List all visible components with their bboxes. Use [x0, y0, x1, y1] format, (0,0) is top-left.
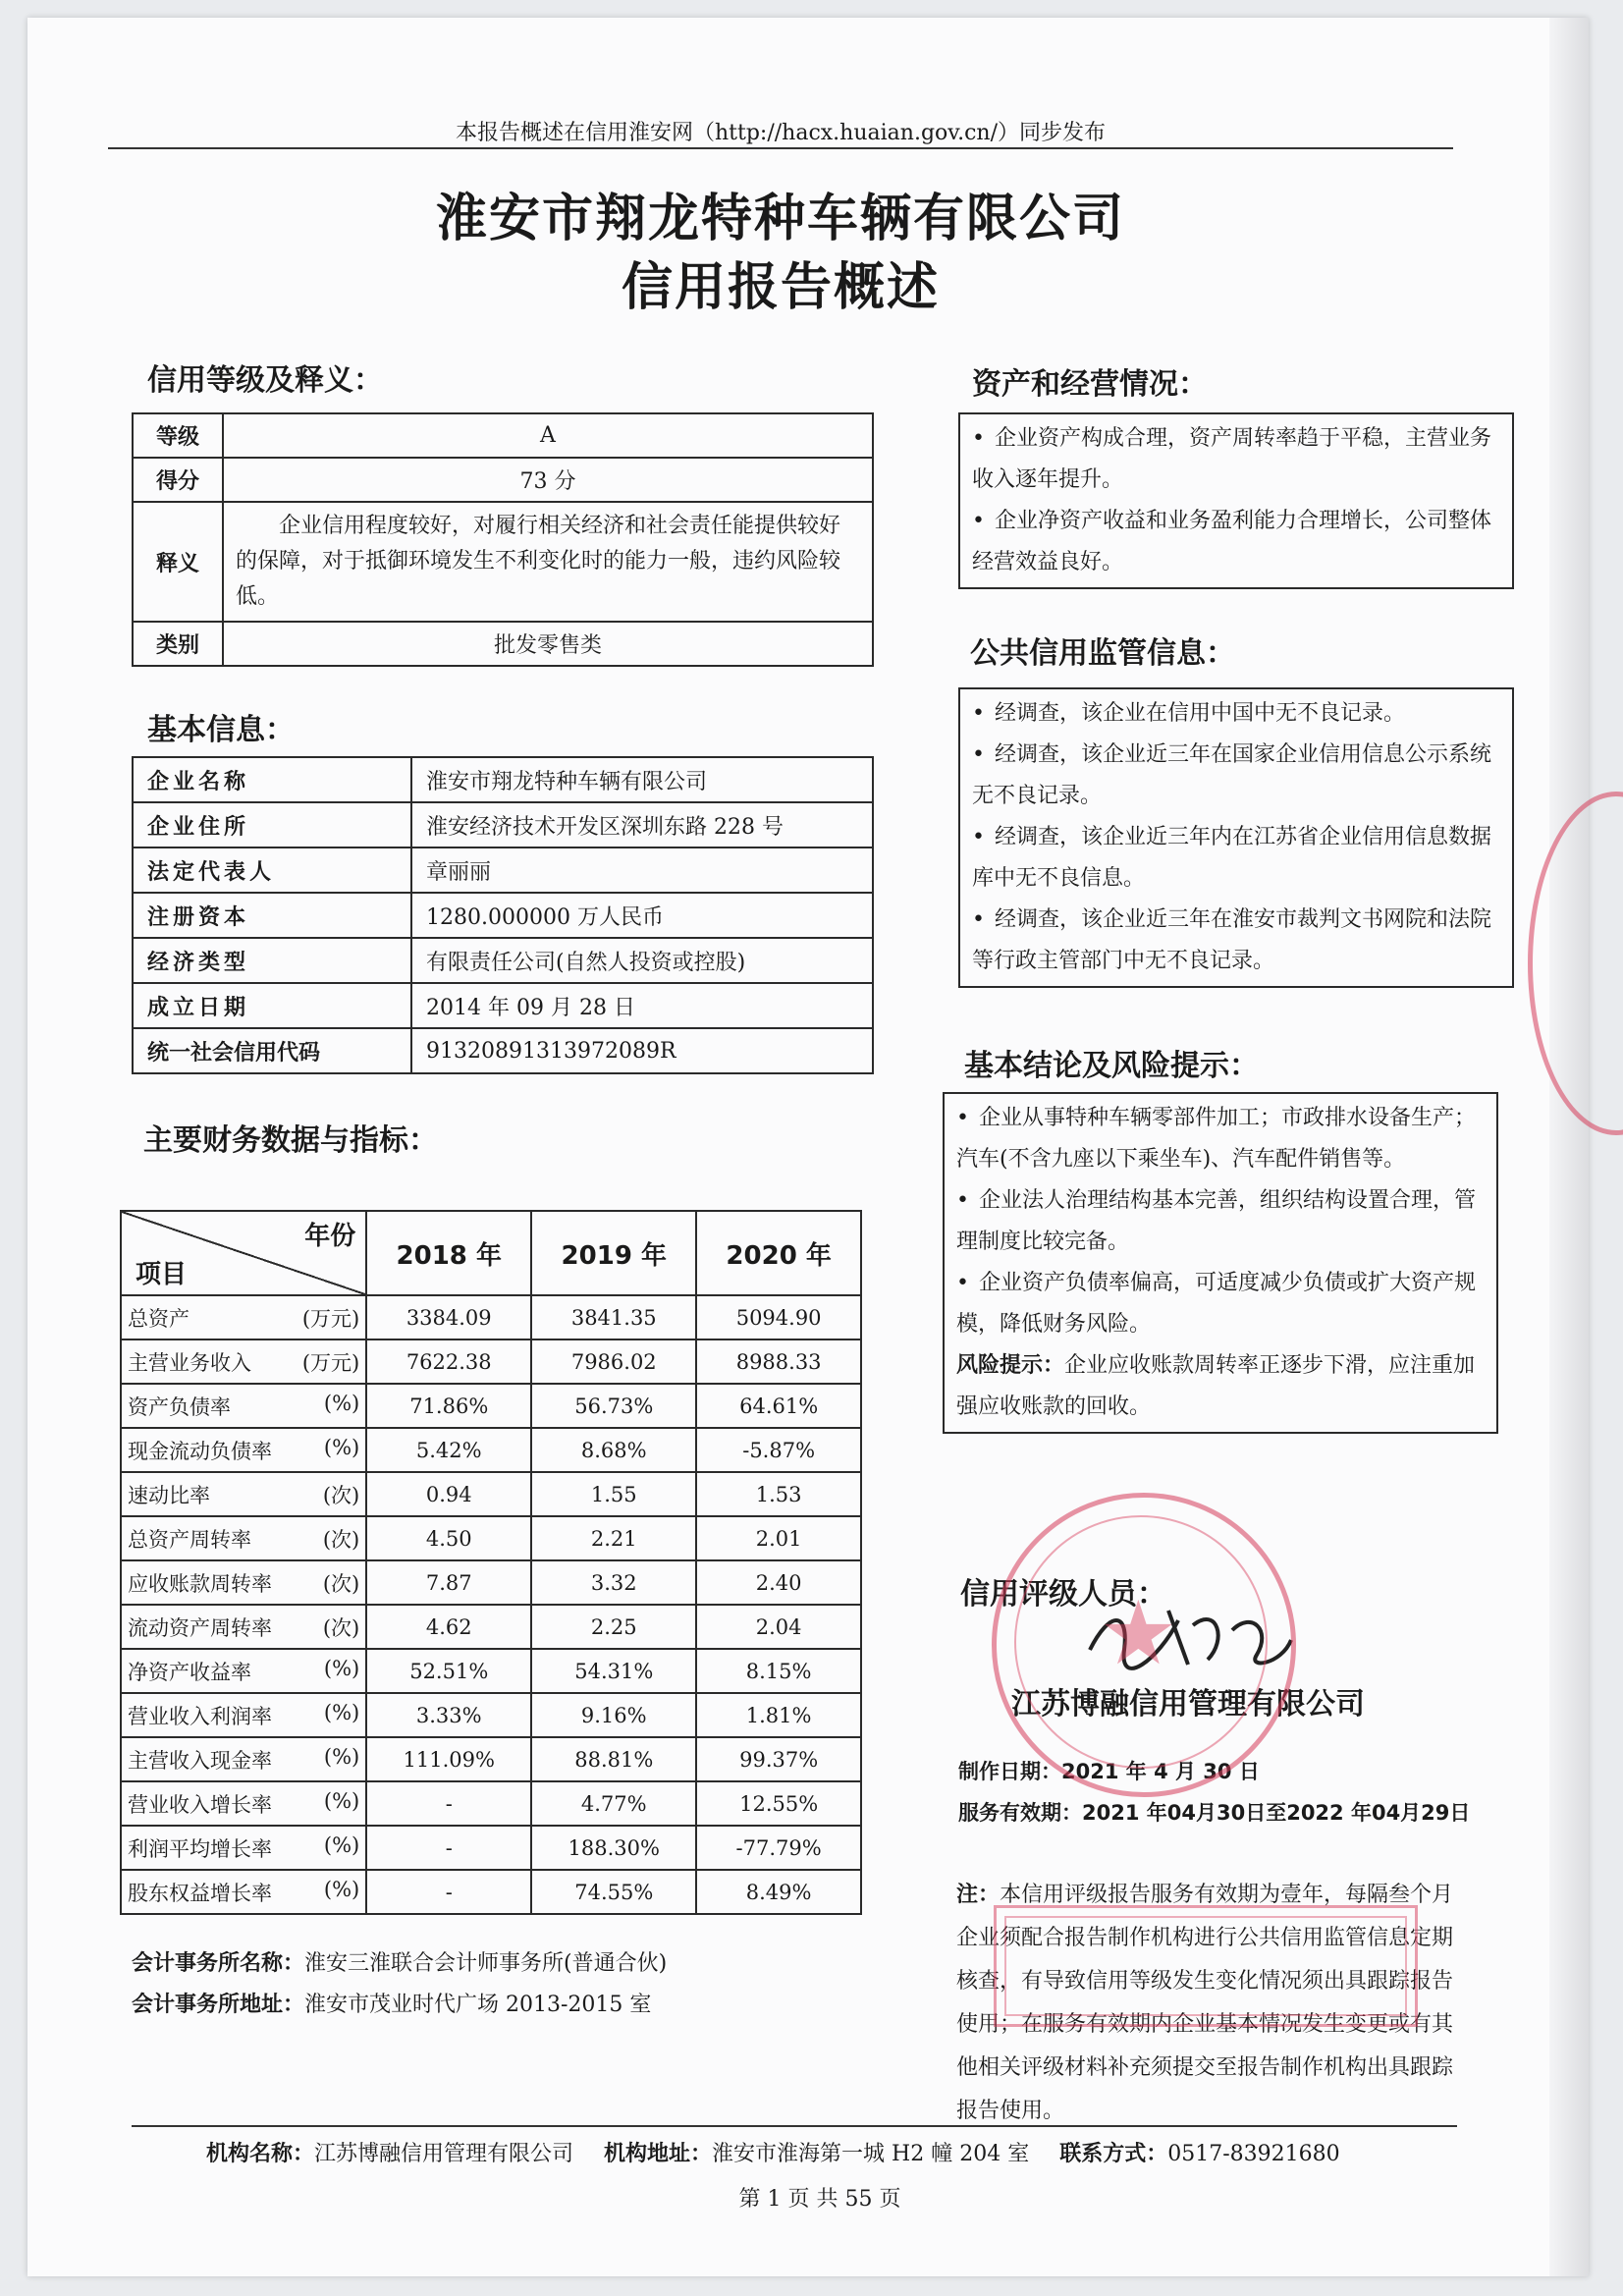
metric-name-wrap [128, 1833, 359, 1863]
metric-name-wrap [128, 1480, 359, 1509]
metric-value: 8.49% [696, 1870, 861, 1914]
list-item: • 经调查，该企业近三年在淮安市裁判文书网院和法院等行政主管部门中无不良记录。 [972, 900, 1500, 982]
metric-name: 股东权益增长率 [128, 1881, 272, 1905]
metric-unit: (次) [322, 1527, 360, 1552]
metric-name-wrap [128, 1303, 359, 1333]
contact-value: 0517-83921680 [1167, 2142, 1340, 2166]
table-row [133, 938, 873, 983]
year-header: 2018 年 [366, 1211, 531, 1295]
firm-name-label: 会计事务所名称： [132, 1951, 305, 1976]
category-label: 类别 [133, 622, 223, 666]
meaning-value: 企业信用程度较好，对履行相关经济和社会责任能提供较好的保障，对于抵御环境发生不利变化时的能力一般，违约风险较低。 [223, 502, 873, 622]
metric-name-cell [121, 1870, 366, 1914]
metric-value: 1.53 [696, 1472, 861, 1516]
assets-box [958, 412, 1514, 589]
metric-value: 3.33% [366, 1693, 531, 1737]
metric-name-cell [121, 1693, 366, 1737]
table-row [121, 1428, 861, 1472]
rating-heading: 信用等级及释义： [147, 363, 383, 398]
metric-name: 净资产收益率 [128, 1660, 251, 1684]
metric-unit: (%) [323, 1832, 360, 1857]
stamp-inner-border [1004, 1916, 1407, 2016]
table-row [133, 622, 873, 666]
contact-label: 联系方式： [1059, 2142, 1168, 2166]
metric-value: -77.79% [696, 1826, 861, 1870]
table-row [133, 502, 873, 622]
table-row [121, 1826, 861, 1870]
note-text: 本信用评级报告服务有效期为壹年，每隔叁个月企业须配合报告制作机构进行公共信用监管信息定期核查，有导致信用等级发生变化情况须出具跟踪报告使用；在服务有效期内企业基本情况发生变更或有其他相关评级材料补充须提交至报告制作机构出具跟踪报告使用。 [956, 1883, 1454, 2123]
metric-name-cell [121, 1781, 366, 1826]
metric-name: 营业收入利润率 [128, 1704, 272, 1728]
firm-name-value: 淮安三淮联合会计师事务所(普通合伙) [304, 1951, 668, 1976]
metric-value: -5.87% [696, 1428, 861, 1472]
metric-value: 4.50 [366, 1516, 531, 1560]
metric-value: 7622.38 [366, 1339, 531, 1384]
metric-unit: (%) [323, 1391, 360, 1415]
metric-name-wrap [128, 1392, 359, 1421]
metric-name-wrap [128, 1657, 359, 1686]
metric-value: 2.21 [531, 1516, 696, 1560]
table-row [133, 458, 873, 502]
table-row [133, 1028, 873, 1073]
metric-unit: (%) [323, 1435, 360, 1459]
addr-label: 机构地址： [604, 2142, 713, 2166]
field-value: 淮安市翔龙特种车辆有限公司 [411, 757, 873, 802]
list-item: • 企业从事特种车辆零部件加工；市政排水设备生产；汽车(不含九座以下乘坐车)、汽车配件销售等。 [956, 1098, 1485, 1180]
table-row [121, 1516, 861, 1560]
metric-name: 总资产 [128, 1306, 189, 1331]
score-value: 73 分 [223, 458, 873, 502]
field-label: 法定代表人 [133, 847, 411, 893]
metric-value: 188.30% [531, 1826, 696, 1870]
metric-name-wrap [128, 1524, 359, 1554]
metric-value: 3384.09 [366, 1295, 531, 1339]
metric-name-cell [121, 1384, 366, 1428]
metric-value: 111.09% [366, 1737, 531, 1781]
metric-name-cell [121, 1339, 366, 1384]
metric-value: 5.42% [366, 1428, 531, 1472]
metric-value: 7986.02 [531, 1339, 696, 1384]
field-value: 淮安经济技术开发区深圳东路 228 号 [411, 802, 873, 847]
list-item: • 企业资产负债率偏高，可适度减少负债或扩大资产规模，降低财务风险。 [956, 1263, 1485, 1345]
metric-value: 3841.35 [531, 1295, 696, 1339]
corner-item-label: 项目 [135, 1260, 188, 1289]
metric-value: 71.86% [366, 1384, 531, 1428]
table-row [121, 1295, 861, 1339]
meaning-label: 释义 [133, 502, 223, 622]
table-row [121, 1472, 861, 1516]
metric-value: 5094.90 [696, 1295, 861, 1339]
issue-date-label: 制作日期： [958, 1760, 1061, 1783]
table-row [121, 1649, 861, 1693]
metric-unit: (%) [323, 1656, 360, 1680]
basic-heading: 基本信息： [147, 713, 295, 747]
rectangular-stamp [994, 1905, 1418, 2027]
field-value: 91320891313972089R [411, 1028, 873, 1073]
metric-unit: (次) [322, 1483, 360, 1507]
metric-name-wrap [128, 1745, 359, 1775]
metric-name-cell [121, 1516, 366, 1560]
field-value: 章丽丽 [411, 847, 873, 893]
firm-address-label: 会计事务所地址： [132, 1993, 305, 2017]
metric-value: 99.37% [696, 1737, 861, 1781]
metric-value: 1.55 [531, 1472, 696, 1516]
metric-value: 54.31% [531, 1649, 696, 1693]
metric-name-cell [121, 1649, 366, 1693]
category-value: 批发零售类 [223, 622, 873, 666]
table-row [121, 1384, 861, 1428]
table-row [121, 1737, 861, 1781]
rating-table [132, 412, 874, 667]
metric-value: 4.62 [366, 1605, 531, 1649]
table-header-row [121, 1211, 861, 1295]
footer-rule [132, 2125, 1457, 2127]
list-item: • 企业法人治理结构基本完善，组织结构设置合理，管理制度比较完备。 [956, 1180, 1485, 1263]
table-row [121, 1693, 861, 1737]
table-row [133, 802, 873, 847]
risk-text: 企业应收账款周转率正逐步下滑，应注重加强应收账款的回收。 [956, 1353, 1476, 1419]
metric-value: 7.87 [366, 1560, 531, 1605]
metric-name-wrap [128, 1878, 359, 1907]
corner-cell [121, 1211, 366, 1295]
metric-name: 速动比率 [128, 1483, 210, 1507]
metric-value: 8.15% [696, 1649, 861, 1693]
note-label: 注： [956, 1883, 1001, 1907]
table-row [121, 1339, 861, 1384]
metric-unit: (次) [322, 1615, 360, 1640]
metric-value: 12.55% [696, 1781, 861, 1826]
metric-value: 52.51% [366, 1649, 531, 1693]
metric-value: 88.81% [531, 1737, 696, 1781]
metric-unit: (%) [323, 1744, 360, 1769]
metric-name-cell [121, 1472, 366, 1516]
metric-name-cell [121, 1737, 366, 1781]
metric-value: 8988.33 [696, 1339, 861, 1384]
metric-value: 3.32 [531, 1560, 696, 1605]
metric-name-cell [121, 1428, 366, 1472]
table-row [121, 1870, 861, 1914]
metric-name-wrap [128, 1789, 359, 1819]
metric-name: 营业收入增长率 [128, 1792, 272, 1817]
addr-value: 淮安市淮海第一城 H2 幢 204 室 [712, 2142, 1030, 2166]
company-title: 淮安市翔龙特种车辆有限公司 [435, 189, 1125, 248]
corner-year-label: 年份 [304, 1222, 356, 1251]
page-number: 第 1 页 共 55 页 [738, 2187, 901, 2212]
list-item: • 经调查，该企业近三年内在江苏省企业信用信息数据库中无不良信息。 [972, 817, 1500, 900]
metric-unit: (万元) [301, 1306, 360, 1331]
accounting-firm-name [132, 1946, 667, 1977]
metric-name-wrap [128, 1347, 359, 1377]
field-label: 成立日期 [133, 983, 411, 1028]
field-value: 2014 年 09 月 28 日 [411, 983, 873, 1028]
list-item: • 经调查，该企业近三年在国家企业信用信息公示系统无不良记录。 [972, 735, 1500, 817]
rater-heading: 信用评级人员： [960, 1577, 1166, 1612]
field-label: 统一社会信用代码 [133, 1028, 411, 1073]
accounting-firm-address [132, 1988, 651, 2018]
metric-value: 0.94 [366, 1472, 531, 1516]
org-label: 机构名称： [206, 2142, 315, 2166]
table-row [121, 1560, 861, 1605]
metric-value: 9.16% [531, 1693, 696, 1737]
table-row [121, 1781, 861, 1826]
table-row [133, 413, 873, 458]
table-row [133, 893, 873, 938]
page-binding-edge [1549, 18, 1589, 2276]
metric-value: - [366, 1826, 531, 1870]
metric-name-cell [121, 1560, 366, 1605]
field-label: 企业住所 [133, 802, 411, 847]
metric-value: 56.73% [531, 1384, 696, 1428]
field-label: 经济类型 [133, 938, 411, 983]
list-item: • 经调查，该企业在信用中国中无不良记录。 [972, 693, 1500, 735]
risk-label: 风险提示： [956, 1353, 1065, 1378]
metric-name: 利润平均增长率 [128, 1836, 272, 1861]
list-item: • 企业资产构成合理，资产周转率趋于平稳，主营业务收入逐年提升。 [972, 418, 1500, 501]
conclusion-box [943, 1092, 1498, 1434]
grade-label: 等级 [133, 413, 223, 458]
metric-value: 2.04 [696, 1605, 861, 1649]
publish-notice: 本报告概述在信用淮安网（http://hacx.huaian.gov.cn/）同步发布 [456, 121, 1106, 145]
metric-name-cell [121, 1826, 366, 1870]
metric-unit: (万元) [301, 1350, 360, 1375]
finance-table [120, 1210, 862, 1915]
field-label: 注册资本 [133, 893, 411, 938]
metric-name-wrap [128, 1568, 359, 1598]
metric-unit: (%) [323, 1788, 360, 1813]
metric-name: 主营业务收入 [128, 1350, 251, 1375]
metric-value: 64.61% [696, 1384, 861, 1428]
metric-name-cell [121, 1605, 366, 1649]
metric-value: - [366, 1781, 531, 1826]
list-item: • 企业净资产收益和业务盈利能力合理增长，公司整体经营效益良好。 [972, 501, 1500, 583]
score-label: 得分 [133, 458, 223, 502]
risk-note [956, 1345, 1485, 1428]
metric-value: 1.81% [696, 1693, 861, 1737]
metric-name-wrap [128, 1613, 359, 1642]
metric-value: - [366, 1870, 531, 1914]
table-row [133, 983, 873, 1028]
metric-unit: (%) [323, 1700, 360, 1724]
validity-value: 2021 年04月30日至2022 年04月29日 [1082, 1801, 1471, 1825]
metric-value: 4.77% [531, 1781, 696, 1826]
company-seal: ★ [992, 1493, 1296, 1797]
report-title: 信用报告概述 [621, 257, 940, 317]
metric-name-cell [121, 1295, 366, 1339]
public-info-box [958, 687, 1514, 988]
header-rule [108, 147, 1453, 149]
metric-value: 8.68% [531, 1428, 696, 1472]
metric-name: 流动资产周转率 [128, 1615, 272, 1640]
metric-value: 2.01 [696, 1516, 861, 1560]
issue-date-value: 2021 年 4 月 30 日 [1061, 1760, 1260, 1783]
metric-name: 现金流动负债率 [128, 1439, 272, 1463]
table-row [121, 1605, 861, 1649]
metric-value: 74.55% [531, 1870, 696, 1914]
metric-unit: (次) [322, 1571, 360, 1596]
metric-name: 资产负债率 [128, 1394, 231, 1419]
field-value: 1280.000000 万人民币 [411, 893, 873, 938]
metric-value: 2.40 [696, 1560, 861, 1605]
table-row [133, 847, 873, 893]
rater-company: 江苏博融信用管理有限公司 [1011, 1687, 1365, 1722]
public-info-heading: 公共信用监管信息： [970, 636, 1235, 671]
grade-value: A [223, 413, 873, 458]
field-label: 企业名称 [133, 757, 411, 802]
metric-name: 应收账款周转率 [128, 1571, 272, 1596]
validity-label: 服务有效期： [958, 1801, 1082, 1825]
basic-info-table [132, 756, 874, 1074]
validity-period [958, 1797, 1470, 1827]
metric-name-wrap [128, 1436, 359, 1465]
metric-unit: (%) [323, 1877, 360, 1901]
year-header: 2020 年 [696, 1211, 861, 1295]
field-value: 有限责任公司(自然人投资或控股) [411, 938, 873, 983]
finance-heading: 主要财务数据与指标： [143, 1123, 438, 1158]
diagonal-header [122, 1212, 365, 1294]
org-value: 江苏博融信用管理有限公司 [314, 2142, 574, 2166]
year-header: 2019 年 [531, 1211, 696, 1295]
assets-heading: 资产和经营情况： [972, 367, 1208, 402]
footer-info [206, 2137, 1340, 2167]
table-row [133, 757, 873, 802]
firm-address-value: 淮安市茂业时代广场 2013-2015 室 [304, 1993, 652, 2017]
metric-name: 总资产周转率 [128, 1527, 251, 1552]
metric-value: 2.25 [531, 1605, 696, 1649]
metric-name-wrap [128, 1701, 359, 1730]
metric-name: 主营收入现金率 [128, 1748, 272, 1773]
conclusion-heading: 基本结论及风险提示： [964, 1049, 1259, 1083]
